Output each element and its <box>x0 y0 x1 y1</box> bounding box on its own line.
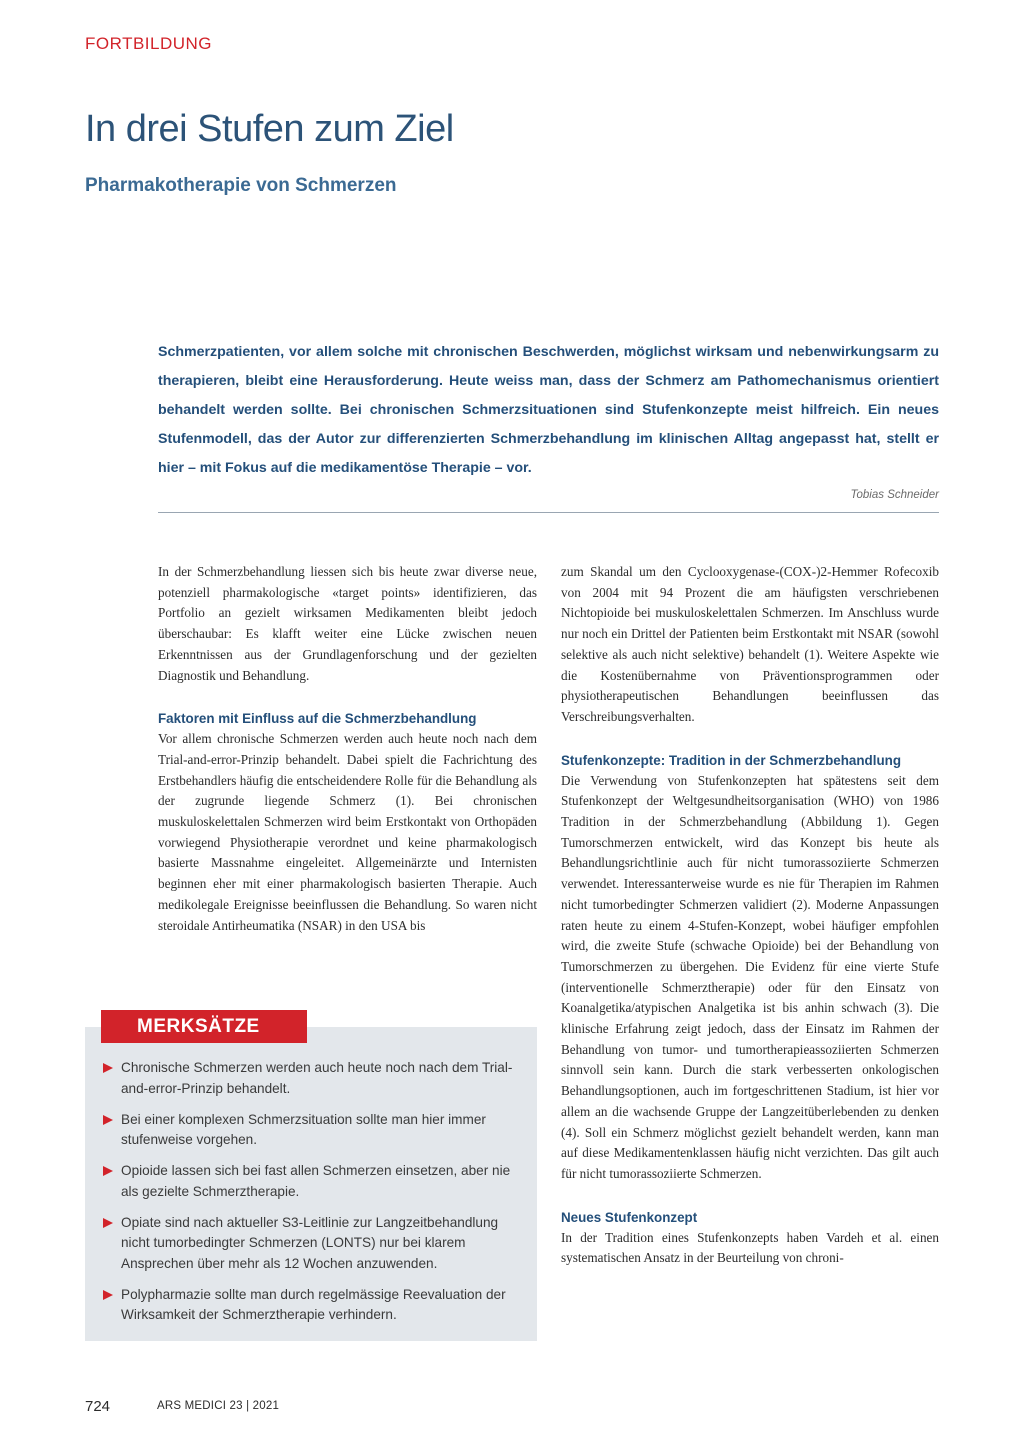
merksaetze-list <box>103 1058 523 1336</box>
stufenkonzepte-paragraph: Die Verwendung von Stufenkonzepten hat spätestens seit dem Stufenkonzept der Weltgesundheitsorganisation (WHO) von 1986 Tradition in der Schmerzbehandlung (Abbildung 1). Gegen Tumorschmerzen entwickelt, wird das Konzept bis heute als Behandlungsrichtlinie auch für nicht tumorassoziierte Schmerzen verwendet. Interessanterweise wurde es nie für Therapien im Rahmen nicht tumorbedingter Schmerzen validiert (2). Moderne Anpassungen raten heute zu einem 4-Stufen-Konzept, wobei häufiger empfohlen wird, die zweite Stufe (schwache Opioide) bei der Behandlung von Tumorschmerzen zu übergehen. Die Evidenz für eine vierte Stufe (interventionelle Schmerztherapie) oder für den Einsatz von Koanalgetika/atypischen Analgetika ist bis anhin schwach (3). Die klinische Erfahrung zeigt jedoch, dass der Einsatz im Rahmen der Behandlung von tumor- und tumortherapieassoziierten Schmerzen sinnvoll sein kann. Durch die stark verbesserten onkologischen Behandlungsoptionen, auch im fortgeschrittenen Stadium, ist hier vor allem an die wachsende Gruppe der Langzeitüberlebenden zu denken (4). Soll ein Schmerz möglichst gezielt behandelt werden, kann man auf diese Medikamentenklassen häufig nicht verzichten. Das gilt auch für nicht tumorassoziierte Schmerzen. <box>561 772 939 1181</box>
lead-paragraph: Schmerzpatienten, vor allem solche mit chronischen Beschwerden, möglichst wirksam und nebenwirkungsarm zu therapieren, bleibt eine Herausforderung. Heute weiss man, dass der Schmerz am Pathomechanismus orientiert behandelt werden sollte. Bei chronischen Schmerzsituationen sind Stufenkonzepte meist hilfreich. Ein neues Stufenmodell, das der Autor zur differenzierten Schmerzbehandlung im klinischen Alltag angepasst hat, stellt er hier – mit Fokus auf die medikamentöse Therapie – vor. <box>158 344 939 476</box>
author-name: Tobias Schneider <box>850 489 939 501</box>
article-title: In drei Stufen zum Ziel <box>85 108 454 150</box>
continuation-paragraph: zum Skandal um den Cyclooxygenase-(COX-)2-Hemmer Rofecoxib von 2004 mit 94 Prozent die am häufigsten verschriebenen Nichtopioide bei muskuloskelettalen Schmerzen. Im Anschluss wurde nur noch ein Drittel der Patienten beim Erstkontakt mit NSAR (sowohl selektive als auch nicht selektive) behandelt (1). Weitere Aspekte wie die Kostenübernahme von Präventionsprogrammen oder physiotherapeutischen Behandlungen beeinflussen das Verschreibungsverhalten. <box>561 564 939 724</box>
list-item-text: Opiate sind nach aktueller S3-Leitlinie zur Langzeitbehandlung nicht tumorbedingter Schmerzen (LONTS) nur bei klarem Ansprechen über mehr als 12 Wochen anzuwenden. <box>121 1214 499 1271</box>
section-heading-neues-stufenkonzept: Neues Stufenkonzept <box>561 1209 698 1225</box>
merksaetze-title: MERKSÄTZE <box>101 1010 307 1043</box>
list-item <box>103 1285 523 1326</box>
journal-name: ARS MEDICI 23 | 2021 <box>157 1400 280 1412</box>
triangle-bullet-icon <box>103 1218 113 1228</box>
triangle-bullet-icon <box>103 1063 113 1073</box>
section-tag: FORTBILDUNG <box>85 34 213 53</box>
list-item <box>103 1213 523 1275</box>
section-heading-factors: Faktoren mit Einfluss auf die Schmerzbehandlung <box>158 711 477 727</box>
divider-rule <box>158 512 939 513</box>
column-right <box>561 562 939 1269</box>
list-item-text: Polypharmazie sollte man durch regelmässige Reevaluation der Wirksamkeit der Schmerztherapie verhindern. <box>121 1286 506 1322</box>
triangle-bullet-icon <box>103 1290 113 1300</box>
article-subtitle: Pharmakotherapie von Schmerzen <box>85 175 397 196</box>
section-heading-stufenkonzepte: Stufenkonzepte: Tradition in der Schmerzbehandlung <box>561 752 901 768</box>
intro-paragraph: In der Schmerzbehandlung liessen sich bis heute zwar diverse neue, potenziell pharmakologische «target points» identifizieren, das Portfolio an gezielt wirksamen Medikamenten bleibt jedoch überschaubar: Es klafft weiter eine Lücke zwischen neuen Erkenntnissen aus der Grundlagenforschung und der gezielten Diagnostik und Behandlung. <box>158 564 537 683</box>
list-item <box>103 1110 523 1151</box>
list-item-text: Chronische Schmerzen werden auch heute noch nach dem Trial-and-error-Prinzip behandelt. <box>121 1060 513 1096</box>
column-left <box>158 562 537 936</box>
list-item-text: Bei einer komplexen Schmerzsituation sollte man hier immer stufenweise vorgehen. <box>121 1111 486 1147</box>
triangle-bullet-icon <box>103 1115 113 1125</box>
page-number: 724 <box>85 1398 111 1415</box>
neues-stufenkonzept-paragraph: In der Tradition eines Stufenkonzepts haben Vardeh et al. einen systematischen Ansatz in der Beurteilung von chroni- <box>561 1229 939 1266</box>
list-item <box>103 1058 523 1099</box>
list-item-text: Opioide lassen sich bei fast allen Schmerzen einsetzen, aber nie als gezielte Schmerztherapie. <box>121 1163 511 1199</box>
factors-paragraph: Vor allem chronische Schmerzen werden auch heute noch nach dem Trial-and-error-Prinzip behandelt. Dabei spielt die Fachrichtung des Erstbehandlers häufig die entscheidendere Rolle für die Behandlung als der zugrunde liegende Schmerz (1). Bei chronischen muskuloskelettalen Schmerzen wird beim Erstkontakt von Orthopäden vorwiegend Physiotherapie verordnet und keine pharmakologisch basierte Massnahme eingeleitet. Allgemeinärzte und Internisten beginnen eher mit einer pharmakologisch basierten Therapie. Auch medikolegale Ereignisse beeinflussen die Behandlung. So waren nicht steroidale Antirheumatika (NSAR) in den USA bis <box>158 731 537 933</box>
triangle-bullet-icon <box>103 1166 113 1176</box>
list-item <box>103 1161 523 1202</box>
